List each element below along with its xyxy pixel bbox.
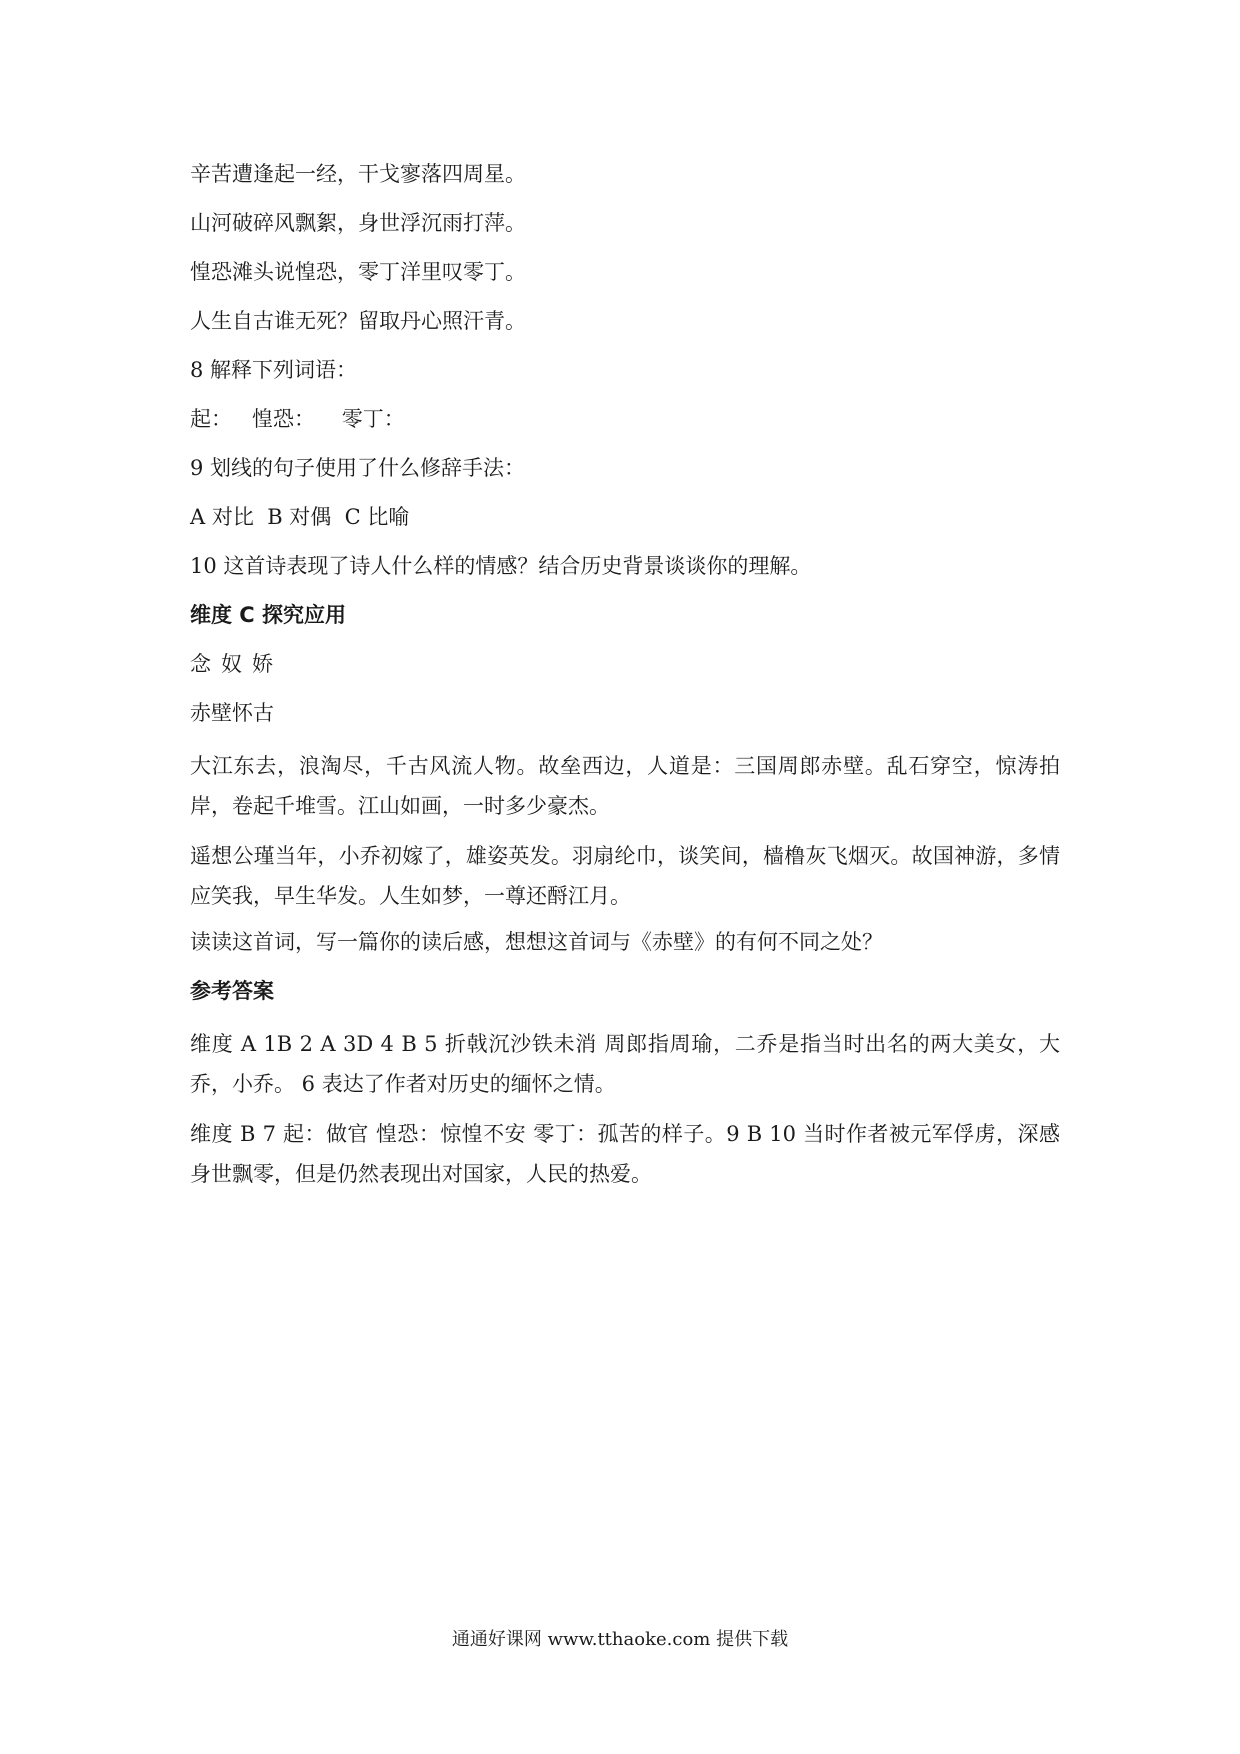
question-9: 9 划线的句子使用了什么修辞手法： xyxy=(190,456,526,480)
ci-paragraph-1: 大江东去，浪淘尽，千古风流人物。故垒西边，人道是：三国周郎赤壁。乱石穿空，惊涛拍岸，卷起千堆雪。江山如画，一时多少豪杰。 xyxy=(190,754,1060,818)
ci-paragraph-2: 遥想公瑾当年，小乔初嫁了，雄姿英发。羽扇纶巾，谈笑间，樯橹灰飞烟灭。故国神游，多情应笑我，早生华发。人生如梦，一尊还酹江月。 xyxy=(190,844,1060,908)
poem-line-3: 惶恐滩头说惶恐，零丁洋里叹零丁。 xyxy=(190,260,526,284)
page-content xyxy=(190,158,1060,1204)
ci-subtitle: 赤壁怀古 xyxy=(190,701,274,725)
question-8: 8 解释下列词语： xyxy=(190,358,358,382)
reading-task: 读读这首词，写一篇你的读后感，想想这首词与《赤壁》的有何不同之处？ xyxy=(190,930,883,954)
poem-line-4: 人生自古谁无死？留取丹心照汗青。 xyxy=(190,309,526,333)
answers-dimension-b: 维度 B 7 起：做官 惶恐：惊惶不安 零丁：孤苦的样子。9 B 10 当时作者被元军俘虏，深感身世飘零，但是仍然表现出对国家，人民的热爱。 xyxy=(190,1122,1060,1186)
poem-line-1: 辛苦遭逢起一经，干戈寥落四周星。 xyxy=(190,162,526,186)
answers-heading: 参考答案 xyxy=(190,979,274,1003)
ci-title: 念奴娇 xyxy=(190,652,283,676)
question-8-terms: 起： 惶恐： 零丁： xyxy=(190,407,405,431)
answers-dimension-a: 维度 A 1B 2 A 3D 4 B 5 折戟沉沙铁未消 周郎指周瑜，二乔是指当时出名的两大美女，大乔，小乔。 6 表达了作者对历史的缅怀之情。 xyxy=(190,1032,1060,1096)
page-footer: 通通好课网 www.tthaoke.com 提供下载 xyxy=(451,1629,789,1650)
question-9-options: A 对比 B 对偶 C 比喻 xyxy=(190,505,410,529)
section-c-heading: 维度 C 探究应用 xyxy=(190,603,347,627)
question-10: 10 这首诗表现了诗人什么样的情感？结合历史背景谈谈你的理解。 xyxy=(190,554,812,578)
poem-line-2: 山河破碎风飘絮，身世浮沉雨打萍。 xyxy=(190,211,526,235)
